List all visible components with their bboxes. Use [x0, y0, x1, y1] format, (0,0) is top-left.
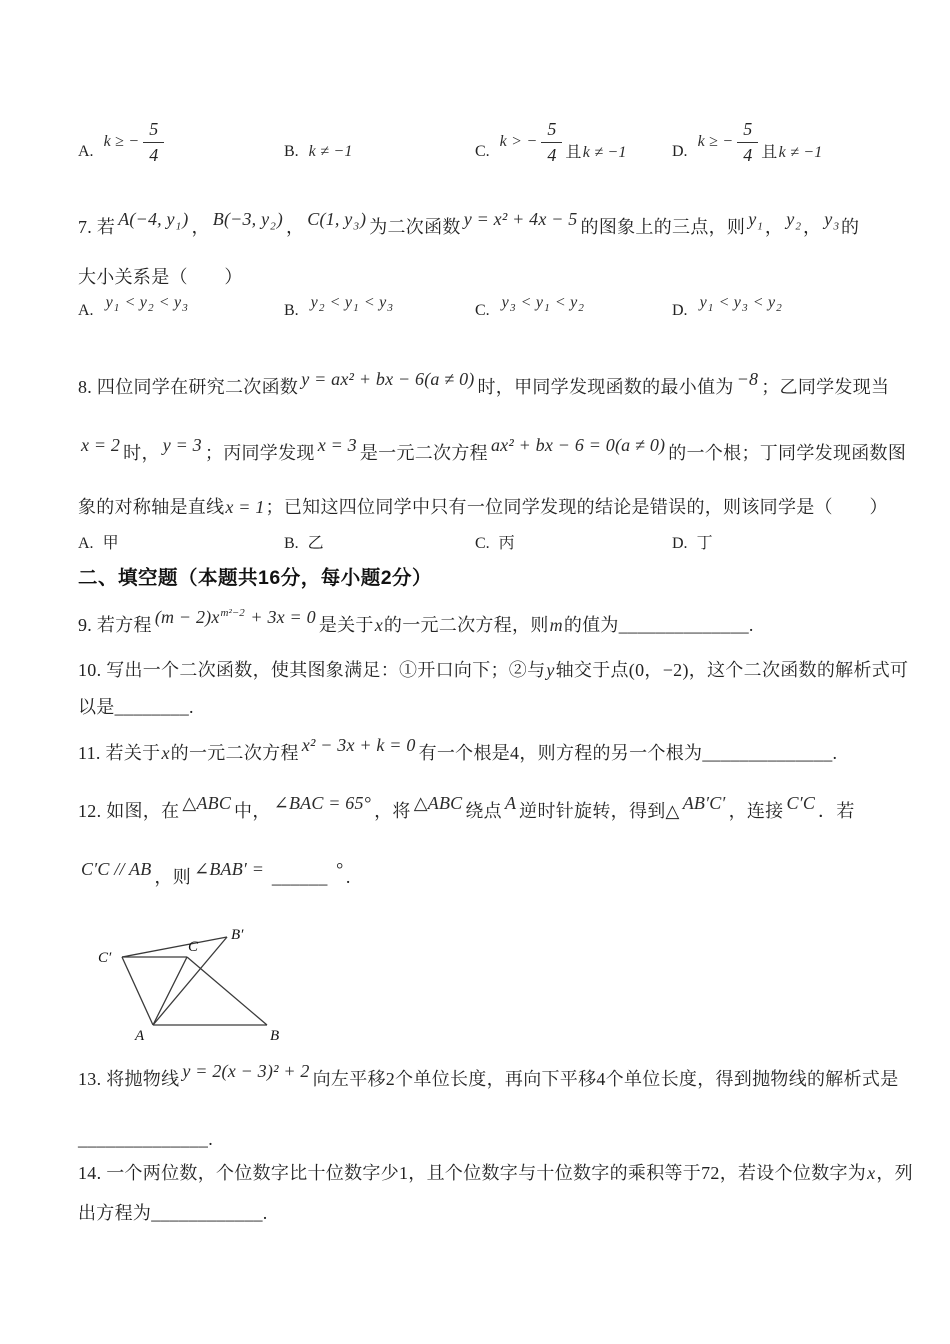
option-label: B. — [284, 302, 299, 319]
option-label: A. — [78, 302, 94, 319]
question-7-line-2: 大小关系是（ ） — [78, 267, 243, 287]
q8-option-a — [78, 530, 119, 553]
question-12-line-2: C′C // AB ，则 ∠BAB′ = ______ ° . — [81, 859, 351, 887]
option-label: C. — [475, 535, 490, 552]
option-label: D. — [672, 535, 688, 552]
segment-cprime-a — [122, 957, 153, 1025]
option-formula: $y_3 < y_1 < y_2$ — [501, 294, 584, 315]
question-10-line-2: 以是________. — [78, 697, 194, 717]
q6-option-b — [284, 110, 354, 174]
question-13-line-1: 13. 将抛物线 y = 2(x − 3)² + 2 向左平移2个单位长度，再向下平移4个单位长度，得到抛物线的解析式是 — [78, 1061, 899, 1089]
option-text: 丙 — [498, 535, 515, 552]
q6-option-d — [672, 110, 823, 174]
q6-option-c — [475, 110, 628, 174]
segment-cprime-bprime — [122, 937, 227, 957]
option-label: B. — [284, 143, 299, 160]
q6-options-row — [0, 110, 950, 174]
vertex-label-b: B — [270, 1028, 280, 1044]
question-8-line-3: 象的对称轴是直线x = 1；已知这四位同学中只有一位同学发现的结论是错误的，则该同学是（ ） — [78, 497, 888, 517]
option-formula: $y_1 < y_2 < y_3$ — [105, 294, 188, 315]
option-label: D. — [672, 143, 688, 160]
vertex-label-c: C — [188, 939, 199, 955]
question-10-line-1: 10. 写出一个二次函数，使其图象满足：①开口向下；②与y轴交于点(0，−2)，这个二次函数的解析式可 — [78, 660, 909, 680]
q8-option-c — [475, 530, 515, 553]
question-12-line-1: 12. 如图，在 △ABC 中， ∠BAC = 65° ，将 △ABC 绕点 A 逆时针旋转，得到△ AB′C′ ，连接 C′C ．若 — [78, 793, 855, 821]
q8-options-row — [0, 530, 950, 564]
question-9-line-1: 9. 若方程 $(m - 2)x^{m^2-2} + 3x = 0$ 是关于x的一元二次方程，则m的值为______________. — [78, 607, 754, 635]
q7-option-b — [284, 294, 395, 322]
option-text: 甲 — [102, 535, 119, 552]
option-label: D. — [672, 302, 688, 319]
option-label: C. — [475, 143, 490, 160]
q7-option-a — [78, 294, 190, 322]
option-label: A. — [78, 535, 94, 552]
q8-option-b — [284, 530, 324, 553]
question-8-line-1: 8. 四位同学在研究二次函数 y = ax² + bx − 6(a ≠ 0) 时，甲同学发现函数的最小值为 −8 ；乙同学发现当 — [78, 369, 890, 397]
option-formula: k ≥ − $\frac{5}{4}$ 且k ≠ −1 — [697, 118, 823, 165]
option-text: 丁 — [696, 535, 713, 552]
option-formula: $y_1 < y_3 < y_2$ — [699, 294, 782, 315]
option-label: C. — [475, 302, 490, 319]
q7-option-c — [475, 294, 586, 322]
rotation-triangle-figure — [85, 912, 310, 1052]
question-14-line-1: 14. 一个两位数，个位数字比十位数字少1，且个位数字与十位数字的乘积等于72，若设个位数字为x，列 — [78, 1163, 913, 1183]
option-formula: $y_2 < y_1 < y_3$ — [310, 294, 393, 315]
question-14-line-2: 出方程为____________. — [78, 1203, 268, 1223]
q8-option-d — [672, 530, 713, 553]
vertex-label-c-prime: C′ — [98, 950, 112, 966]
option-label: A. — [78, 143, 94, 160]
segment-c-b — [187, 957, 267, 1025]
q7-option-d — [672, 294, 784, 322]
vertex-label-b-prime: B′ — [231, 927, 244, 943]
option-formula: k ≠ −1 — [308, 143, 353, 160]
question-11-line-1: 11. 若关于x的一元二次方程 x² − 3x + k = 0 有一个根是4，则方程的另一个根为______________. — [78, 735, 838, 763]
vertex-label-a: A — [135, 1028, 145, 1044]
option-label: B. — [284, 535, 299, 552]
option-formula: k > − $\frac{5}{4}$ 且k ≠ −1 — [499, 118, 627, 165]
q6-option-a — [78, 110, 167, 174]
question-7-line-1: 7. 若 A(−4, $y_1$) ， B(−3, $y_2$) ， C(1, $y_3$) 为二次函数 y = x² + 4x − 5 的图象上的三点，则 $y_1$ ， $y_2$ ， $y_3$ 的 — [78, 209, 860, 237]
q7-options-row — [0, 294, 950, 336]
option-formula: k ≥ − $\frac{5}{4}$ — [103, 118, 168, 167]
question-13-line-2: ______________. — [78, 1129, 213, 1149]
option-text: 乙 — [307, 535, 324, 552]
section-2-header: 二、填空题（本题共16分，每小题2分） — [78, 567, 433, 589]
question-8-line-2: x = 2 时， y = 3 ；丙同学发现 x = 3 是一元二次方程 ax² + bx − 6 = 0(a ≠ 0) 的一个根；丁同学发现函数图 — [81, 435, 907, 463]
